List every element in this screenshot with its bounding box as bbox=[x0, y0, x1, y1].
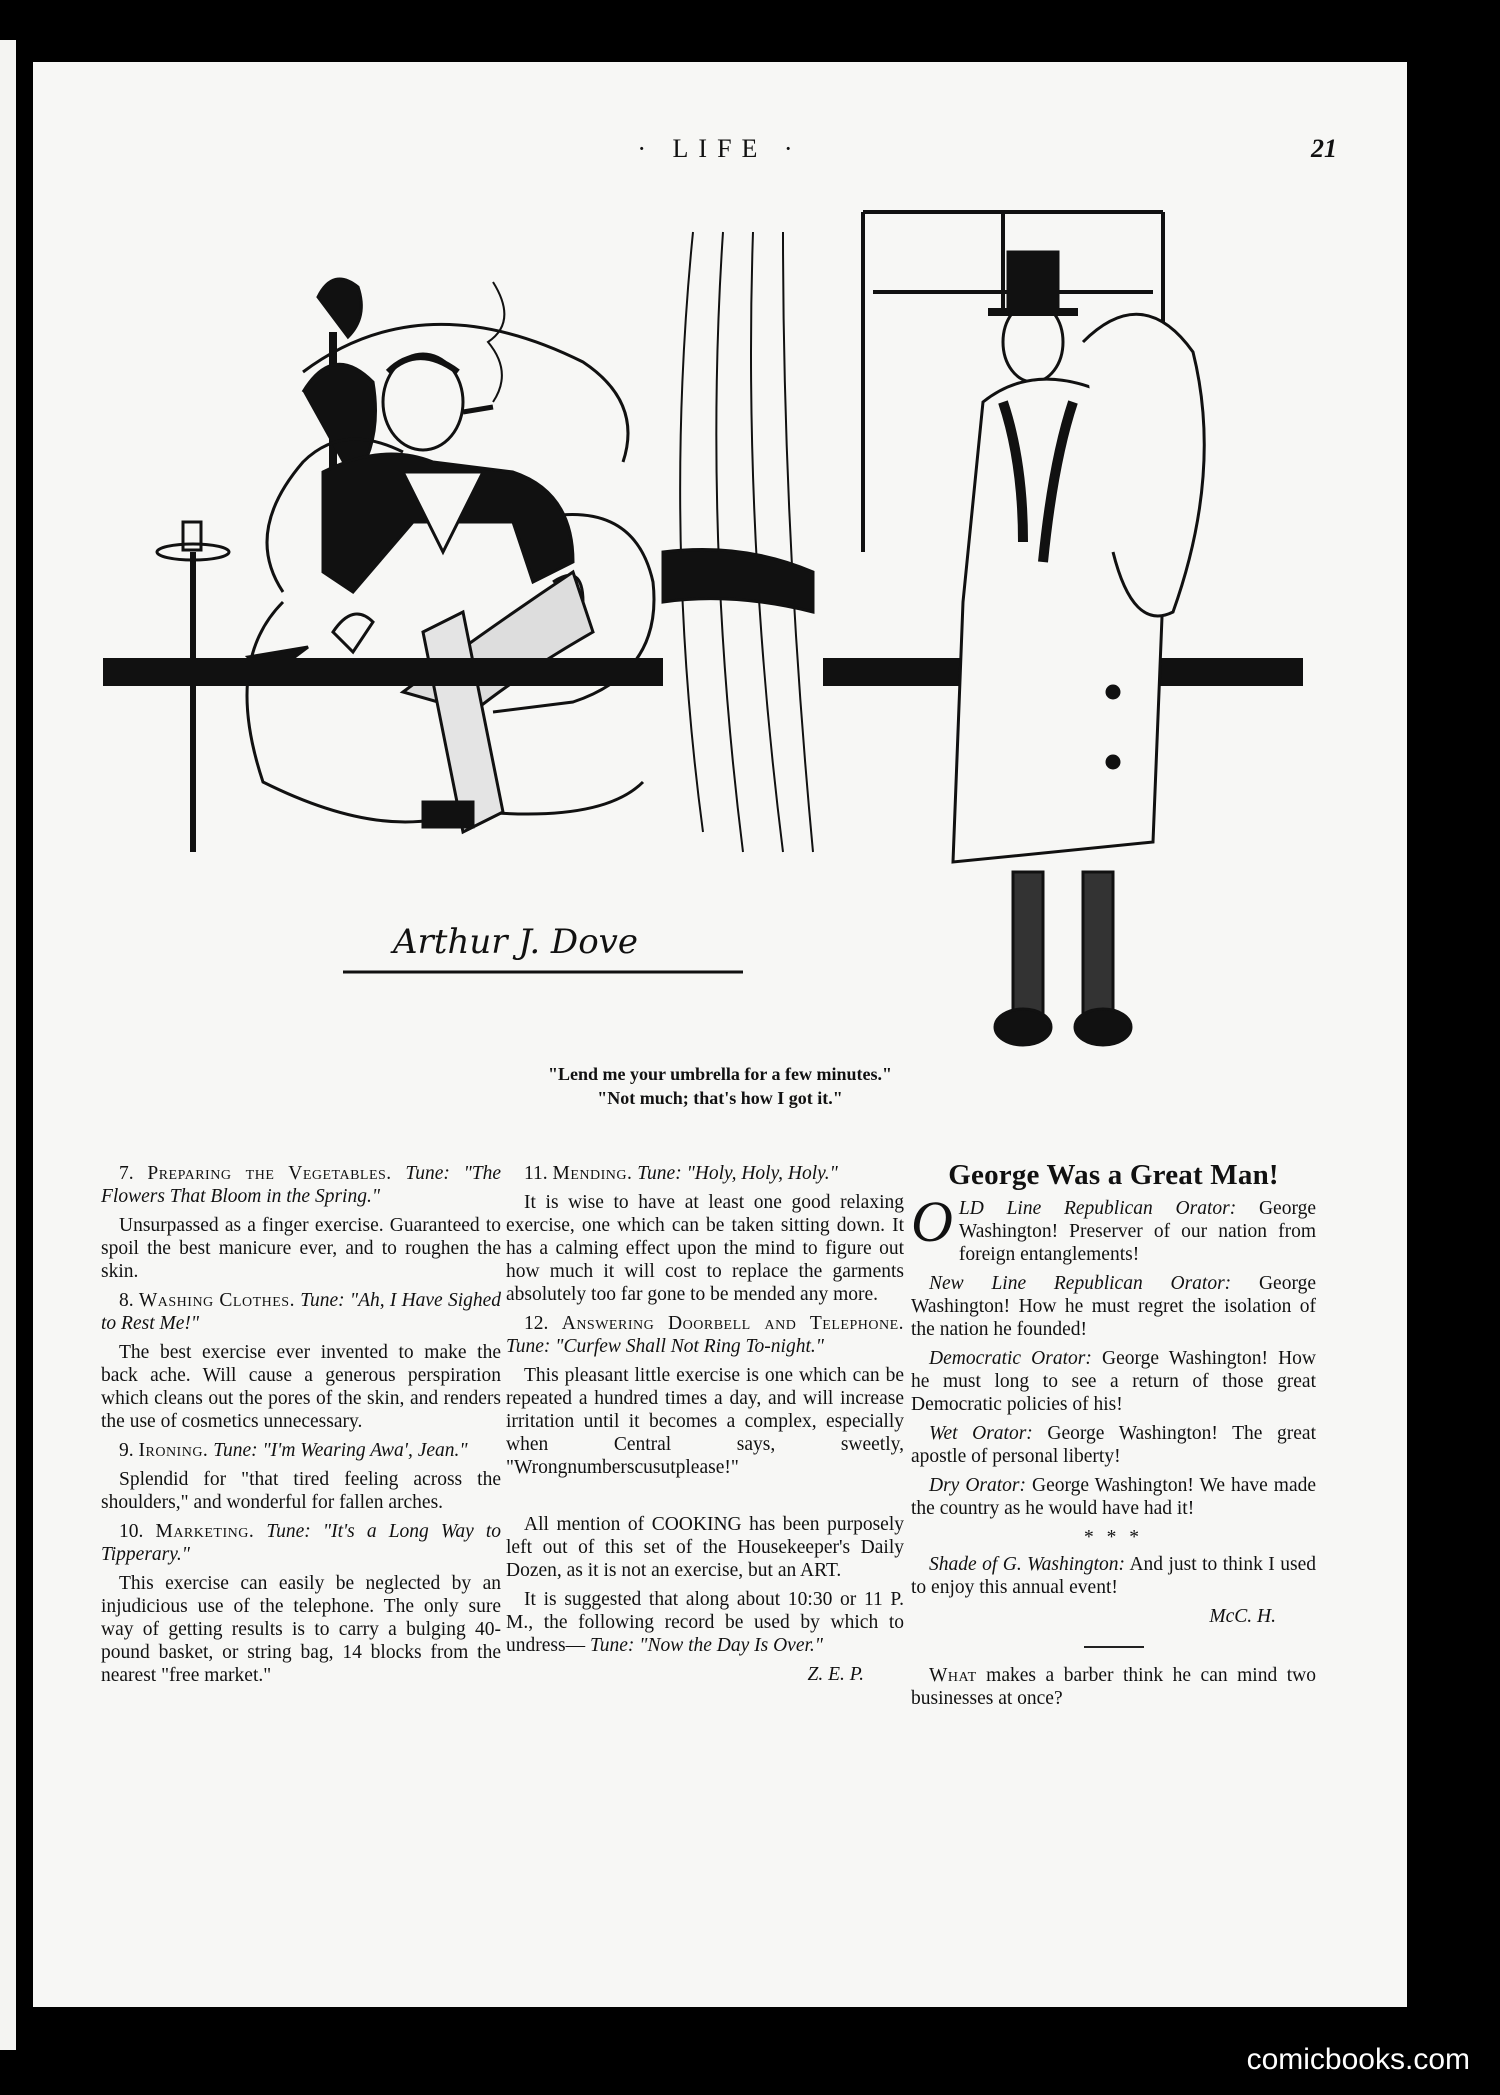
exercise-title: Preparing the Vegetables. bbox=[147, 1163, 392, 1184]
tune-name: "It's a Long Way to Tipperary." bbox=[101, 1521, 502, 1565]
speaker-label: New Line Republican Orator: bbox=[929, 1273, 1232, 1294]
column-left bbox=[101, 1162, 501, 1693]
speech-item: Democratic Orator: George Washington! How he must long to see a return of those great Democratic policies of his! bbox=[911, 1348, 1316, 1415]
cartoon-illustration bbox=[103, 172, 1313, 1052]
tune-name: "Ah, I Have Sighed to Rest Me!" bbox=[101, 1290, 502, 1334]
speech-item: Wet Orator: George Washington! The great apostle of personal liberty! bbox=[911, 1423, 1317, 1467]
exercise-item-7: 7. Preparing the Vegetables. Tune: "The Flowers That Bloom in the Spring." Unsurpassed as a finger exercise. Guaranteed to spoil the best manicure ever, and to roughen the skin. bbox=[101, 1163, 502, 1282]
tune-name: "Curfew Shall Not Ring To-night." bbox=[555, 1336, 824, 1357]
tune-name: "Holy, Holy, Holy." bbox=[686, 1163, 838, 1184]
speaker-label: LD Line Republican Orator: bbox=[958, 1198, 1237, 1219]
exercise-body: Splendid for "that tired feeling across the shoulders," and wonderful for fallen arches. bbox=[101, 1469, 501, 1513]
speech-item: New Line Republican Orator: George Washington! How he must regret the isolation of the nation he founded! bbox=[911, 1273, 1316, 1340]
author-credit: McC. H. bbox=[1209, 1606, 1276, 1627]
cartoon-caption bbox=[33, 1062, 1407, 1110]
speech-item: Dry Orator: George Washington! We have made the country as he would have had it! bbox=[911, 1475, 1317, 1519]
caption-line-1: "Lend me your umbrella for a few minutes." bbox=[548, 1064, 892, 1084]
exercise-body: The best exercise ever invented to make the back ache. Will cause a generous perspiration which cleans out the pores of the skin, and renders the use of cosmetics unnecessary. bbox=[101, 1342, 501, 1432]
speaker-label: Dry Orator: bbox=[929, 1475, 1026, 1496]
closing-tune: "Now the Day Is Over." bbox=[639, 1635, 823, 1656]
magazine-title: · LIFE · bbox=[637, 134, 803, 163]
exercise-body: This pleasant little exercise is one which can be repeated a hundred times a day, and will increase irritation until it becomes a complex, especially when Central says, sweetly, "Wrongnumberscusutplease!" bbox=[506, 1365, 904, 1478]
site-watermark: comicbooks.com bbox=[1246, 2043, 1470, 2076]
column-middle bbox=[506, 1162, 904, 1686]
page-header bbox=[33, 134, 1407, 174]
exercise-title: Ironing. bbox=[138, 1440, 209, 1461]
exercise-body: It is wise to have at least one good relaxing exercise, one which can be taken sitting down. It has a calming effect upon the mind to figure out how much it will cost to replace the garments absolutely too far gone to be mended any more. bbox=[506, 1192, 904, 1305]
tune-name: "I'm Wearing Awa', Jean." bbox=[262, 1440, 468, 1461]
exercise-title: Marketing. bbox=[155, 1521, 255, 1542]
shade-speech: Shade of G. Washington: And just to think I used to enjoy this annual event! bbox=[911, 1554, 1316, 1598]
speaker-label: Shade of G. Washington: bbox=[929, 1554, 1126, 1575]
exercise-body: This exercise can easily be neglected by an injudicious use of the telephone. The only sure way of getting results is to carry a bulging 40-pound basket, or string bag, 14 blocks from the nearest "free market." bbox=[101, 1573, 501, 1686]
closing-paragraph-2: It is suggested that along about 10:30 or 11 P. M., the following record be used by which to undress— Tune: "Now the Day Is Over." bbox=[506, 1589, 904, 1656]
speech-first: OLD Line Republican Orator: George Washington! Preserver of our nation from foreign entanglements! bbox=[911, 1189, 1316, 1265]
speaker-label: Wet Orator: bbox=[929, 1423, 1033, 1444]
exercise-title: Mending. bbox=[552, 1163, 633, 1184]
facing-page-edge bbox=[0, 40, 16, 2050]
exercise-title: Washing Clothes. bbox=[138, 1290, 295, 1311]
exercise-body: Unsurpassed as a finger exercise. Guaranteed to spoil the best manicure ever, and to roughen the skin. bbox=[101, 1215, 501, 1282]
artist-signature: Arthur J. Dove bbox=[393, 922, 638, 962]
exercise-item-12: 12. Answering Doorbell and Telephone. Tune: "Curfew Shall Not Ring To-night." This pleasant little exercise is one which can be repeated a hundred times a day, and will increase irritation until it becomes a complex, especially when Central says, sweetly, "Wrongnumberscusutplease!" bbox=[506, 1313, 904, 1478]
author-credit: Z. E. P. bbox=[807, 1664, 864, 1685]
tune-name: "The Flowers That Bloom in the Spring." bbox=[101, 1163, 502, 1207]
exercise-item-10: 10. Marketing. Tune: "It's a Long Way to Tipperary." This exercise can easily be neglected by an injudicious use of the telephone. The only sure way of getting results is to carry a bulging 40-pound basket, or string bag, 14 blocks from the nearest "free market." bbox=[101, 1521, 502, 1686]
page-number: 21 bbox=[1311, 134, 1337, 163]
closing-paragraph-1: All mention of COOKING has been purposely left out of this set of the Housekeeper's Daily Dozen, as it is not an exercise, but an ART. bbox=[506, 1514, 904, 1581]
divider-rule bbox=[1084, 1646, 1144, 1648]
article-title: George Was a Great Man! bbox=[948, 1159, 1279, 1191]
drop-cap: O bbox=[911, 1189, 953, 1254]
exercise-item-11: 11. Mending. Tune: "Holy, Holy, Holy." It is wise to have at least one good relaxing exercise, one which can be taken sitting down. It has a calming effect upon the mind to figure out how much it will cost to replace the garments absolutely too far gone to be mended any more. bbox=[506, 1163, 904, 1305]
exercise-item-8: 8. Washing Clothes. Tune: "Ah, I Have Sighed to Rest Me!" The best exercise ever invented to make the back ache. Will cause a generous perspiration which cleans out the pores of the skin, and renders the use of cosmetics unnecessary. bbox=[101, 1290, 502, 1432]
barber-joke: What makes a barber think he can mind two businesses at once? bbox=[911, 1665, 1317, 1709]
column-right bbox=[911, 1159, 1317, 1716]
section-stars: * * * bbox=[1084, 1527, 1143, 1548]
speaker-label: Democratic Orator: bbox=[929, 1348, 1092, 1369]
caption-line-2: "Not much; that's how I got it." bbox=[597, 1088, 843, 1108]
magazine-page bbox=[33, 62, 1407, 2007]
exercise-title: Answering Doorbell and Telephone. bbox=[561, 1313, 904, 1334]
exercise-item-9: 9. Ironing. Tune: "I'm Wearing Awa', Jean." Splendid for "that tired feeling across the shoulders," and wonderful for fallen arches. bbox=[101, 1440, 501, 1513]
